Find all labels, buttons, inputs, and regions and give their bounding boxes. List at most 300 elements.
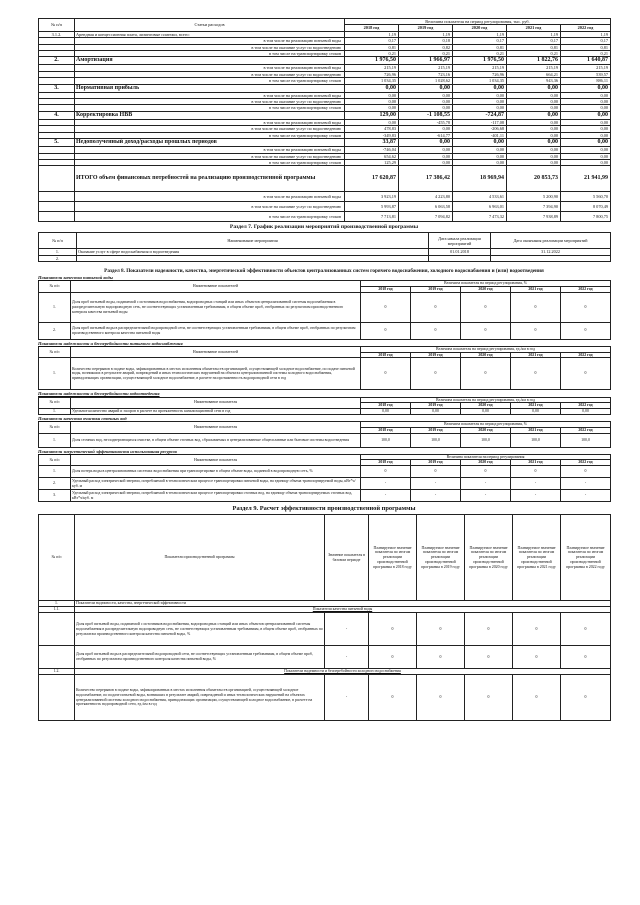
s9-base-header: Значение показателя в базовом периоде [325, 515, 369, 601]
year-header: 2021 год [511, 352, 561, 358]
total-value: 18 969,94 [453, 166, 507, 192]
year-header: 2022 год [561, 352, 611, 358]
total-sub-value: 7 473,32 [453, 212, 507, 222]
row-name: Удельное количество аварий и засоров в расчете на протяженность канализационной сети в год [71, 408, 361, 414]
row-value: 0,00 [453, 84, 507, 92]
total-sub-value: 3 923,19 [345, 192, 399, 202]
row-value: 0,81 [507, 44, 561, 50]
row-value: -614,77 [399, 132, 453, 138]
row-value: 0,00 [345, 92, 399, 98]
year-header: 2020 год [461, 403, 511, 409]
row-value: - [361, 490, 411, 502]
row-name: в том числе на транспортировку стоков [75, 132, 345, 138]
year-header: 2019 год [411, 352, 461, 358]
row-value: 0 [561, 292, 611, 322]
row-base: - [325, 675, 369, 721]
row-value: 0,00 [507, 92, 561, 98]
row-value: 33,87 [345, 139, 399, 147]
total-sub-value: 6 063,58 [399, 202, 453, 212]
row-value: 0,00 [561, 84, 611, 92]
total-sub-name: в том числе на оказание услуг по водоотведению [75, 202, 345, 212]
total-sub-name: в том числе на реализацию питьевой воды [75, 192, 345, 202]
row-value: 215,19 [561, 65, 611, 71]
row-name: в том числе на реализацию питьевой воды [75, 92, 345, 98]
indicator-row [39, 358, 611, 390]
row-name: Недополученный доход/расходы прошлых периодов [75, 139, 345, 147]
row-value: 0,00 [561, 139, 611, 147]
year-header: 2021 год [511, 403, 561, 409]
row-value: 0,00 [507, 111, 561, 119]
row-end: 31.12.2022 [491, 249, 611, 255]
total-sub-name: в том числе на транспортировку стоков [75, 212, 345, 222]
row-num: 2. [39, 322, 71, 339]
row-value: 0 [461, 292, 511, 322]
row-num [39, 192, 75, 202]
total-value: 21 941,99 [561, 166, 611, 192]
indicator-row [39, 490, 611, 502]
row-num: 1. [39, 601, 75, 607]
row-num [39, 212, 75, 222]
total-name: ИТОГО объем финансовых потребностей на реализацию производственной программы [75, 166, 345, 192]
row-value: 0,00 [507, 105, 561, 111]
total-value: 20 853,73 [507, 166, 561, 192]
row-value: 100,0 [511, 433, 561, 447]
s9-year-header: Планируемое значение показателя по итогам реализации производственной программы в 2020 году [465, 515, 513, 601]
row-value: 100,0 [361, 433, 411, 447]
efficiency-row [39, 613, 611, 646]
num-header: № п/п [39, 346, 71, 357]
indicator-row [39, 466, 611, 478]
row-value: 0 [461, 322, 511, 339]
row-num [39, 613, 75, 646]
row-name: в том числе на реализацию питьевой воды [75, 147, 345, 153]
row-name: Корректировка НВВ [75, 111, 345, 119]
row-name: в том числе на транспортировку стоков [75, 51, 345, 57]
row-value: 0 [511, 358, 561, 390]
row-value: 0 [461, 466, 511, 478]
row-value: 125,29 [345, 159, 399, 165]
row-value: 0 [561, 675, 611, 721]
indicator-block-heading: Показатели надежности и бесперебойности питьевого водоснабжения [38, 340, 183, 346]
schedule-table [38, 232, 611, 261]
row-value: 0,00 [507, 147, 561, 153]
group-header: Величина показателя на период регулирования, % [361, 281, 611, 287]
row-value: -349,83 [345, 132, 399, 138]
indicator-table [38, 280, 611, 339]
s7-num-header: № п/п [39, 233, 77, 249]
row-value: 0,00 [561, 147, 611, 153]
row-value: 0,00 [453, 105, 507, 111]
row-value: 0,00 [345, 119, 399, 125]
table-row [39, 57, 611, 65]
row-value: 0,00 [345, 84, 399, 92]
row-value: 0 [465, 646, 513, 669]
row-value: - [411, 478, 461, 490]
row-value: 0 [561, 358, 611, 390]
row-value: 0,00 [507, 139, 561, 147]
row-num: 4. [39, 111, 75, 119]
row-value: 1,19 [561, 31, 611, 37]
col-group-header: Величина показателя на период регулирования, тыс. руб. [345, 19, 611, 25]
year-header: 2018 год [361, 287, 411, 293]
row-value: 0,17 [345, 38, 399, 44]
indicator-row [39, 322, 611, 339]
row-name: Количество перерывов в подаче воды, зафиксированных в местах исполнения обязательств организацией, осуществляющей холодное водоснабжение, по подаче питьевой воды, возникших в результате аварий, повреждений и иных технологических нарушений на объектах централизованной системы холодного водоснабжения, принадлежащих организации, осуществляющей холодное водоснабжение, в расчете на протяженность водопроводной сети в год [71, 358, 361, 390]
row-value: 0 [369, 613, 417, 646]
row-value: 0,00 [411, 408, 461, 414]
total-sub-value: 5 993,87 [345, 202, 399, 212]
row-value: 0 [417, 613, 465, 646]
row-value: 0 [511, 466, 561, 478]
indicator-table [38, 346, 611, 390]
total-sub-row [39, 202, 611, 212]
row-value: 0 [513, 646, 561, 669]
group-header: Величина показателя на период регулирования, ед./км в год [361, 397, 611, 403]
row-value: 0 [369, 646, 417, 669]
indicator-block-heading: Показатели энергетической эффективности использования ресурсов [38, 448, 177, 454]
num-header: № п/п [39, 422, 71, 433]
row-value: - [511, 490, 561, 502]
row-num [39, 166, 75, 192]
s9-year-header: Планируемое значение показателя по итогам реализации производственной программы в 2021 году [513, 515, 561, 601]
row-value: 0 [361, 358, 411, 390]
row-value: 0 [561, 613, 611, 646]
row-name: в том числе на транспортировку стоков [75, 159, 345, 165]
row-name: Доля проб питьевой воды, подаваемой с источников водоснабжения, водопроводных станций или иных объектов централизованной системы водоснабжения в распределительную водопроводную сеть, не соответствующих установленным требованиям, в общем объеме проб, отобранных по результатам производственного контроля качества питьевой воды, % [75, 613, 325, 646]
row-value: 0,00 [453, 139, 507, 147]
year-header: 2018 год [361, 352, 411, 358]
expenses-table [38, 18, 611, 222]
row-value: 100,0 [561, 433, 611, 447]
group-header: Величина показателя на период регулирования, ед./км в год [361, 346, 611, 352]
total-sub-value: 7 394,90 [507, 202, 561, 212]
row-value: 886,11 [561, 78, 611, 84]
row-value: 654,62 [345, 153, 399, 159]
row-name: Количество перерывов в подаче воды, зафиксированных в местах исполнения обязательств организацией, осуществляющей холодное водоснабжение, по подаче питьевой воды, возникших в результате аварий, повреждений и иных технологических нарушений на объектах централизованной системы холодного водоснабжения, принадлежащих организации, осуществляющей холодное водоснабжение, в расчете на протяженность водопроводной сети, ед./км в год [75, 675, 325, 721]
total-sub-value: 4 533,61 [453, 192, 507, 202]
row-value: 1,19 [345, 31, 399, 37]
total-sub-value: 5 560,70 [561, 192, 611, 202]
year-header: 2020 год [461, 352, 511, 358]
row-value: -455,78 [399, 119, 453, 125]
row-value: 0,00 [345, 99, 399, 105]
efficiency-row [39, 646, 611, 669]
efficiency-row [39, 675, 611, 721]
row-base: - [325, 646, 369, 669]
row-value: - [561, 478, 611, 490]
row-num: 1. [39, 433, 71, 447]
row-num: 1. [39, 466, 71, 478]
row-value: 0,00 [453, 153, 507, 159]
row-value: 0,00 [561, 408, 611, 414]
row-value: 0,81 [561, 44, 611, 50]
num-header: № п/п [39, 397, 71, 408]
s9-year-header: Планируемое значение показателя по итогам реализации производственной программы в 2022 году [561, 515, 611, 601]
efficiency-table [38, 514, 611, 721]
total-sub-row [39, 212, 611, 222]
row-value: 0,00 [561, 92, 611, 98]
row-value: 0,00 [561, 105, 611, 111]
year-header: 2019 год [411, 427, 461, 433]
row-value: 539,57 [561, 71, 611, 77]
year-header: 2020 год [461, 460, 511, 466]
year-header: 2018 год [361, 427, 411, 433]
year-header: 2022 год [561, 427, 611, 433]
year-header: 2022 год [561, 460, 611, 466]
row-num: 1.1. [39, 607, 75, 613]
row-base: - [325, 613, 369, 646]
name-header: Наименование показателей [71, 346, 361, 357]
row-name: Доля проб питьевой воды, подаваемой с источников водоснабжения, водопроводных станций или иных объектов централизованной системы водоснабжения в распределительную водопроводную сеть, не соответствующих установленным требованиям, в общем объеме проб, отобранных по результатам производственного контроля качества питьевой воды [71, 292, 361, 322]
group-header: Величина показателя на период регулирования, % [361, 422, 611, 428]
row-value: - [411, 490, 461, 502]
name-header: Наименование показателей [71, 281, 361, 292]
row-value: 0,81 [453, 44, 507, 50]
year-header: 2022 год [561, 25, 611, 31]
row-value: 0,00 [561, 99, 611, 105]
row-value: 0,00 [507, 159, 561, 165]
row-value: 0,00 [399, 105, 453, 111]
row-value: 0 [361, 466, 411, 478]
row-value: 0 [361, 292, 411, 322]
total-sub-value: 7 938,89 [507, 212, 561, 222]
year-header: 2021 год [511, 460, 561, 466]
indicator-table [38, 454, 611, 502]
row-value: 0,00 [453, 92, 507, 98]
row-value: 0,00 [399, 99, 453, 105]
year-header: 2022 год [561, 287, 611, 293]
row-value: 0 [561, 466, 611, 478]
row-value: 726,96 [345, 71, 399, 77]
row-value: 0 [513, 613, 561, 646]
row-value: 0,00 [399, 153, 453, 159]
row-num: 3. [39, 490, 71, 502]
row-name: Удельный расход электрической энергии, потребляемой в технологическом процессе транспортировки питьевой воды, на единицу объема транспортируемой воды, кВт*ч/куб. м [71, 478, 361, 490]
row-value: 215,19 [345, 65, 399, 71]
row-value: 0,21 [399, 51, 453, 57]
row-num [39, 646, 75, 669]
year-header: 2019 год [411, 403, 461, 409]
total-value: 17 386,42 [399, 166, 453, 192]
row-value: 726,96 [453, 71, 507, 77]
row-value: 0 [561, 322, 611, 339]
row-name: в том числе на реализацию питьевой воды [75, 65, 345, 71]
row-value: 0 [465, 613, 513, 646]
row-name: Удельный расход электрической энергии, потребляемой в технологическом процессе транспортировки сточных вод, на единицу объема транспортируемых сточных вод, кВт*ч/куб. м [71, 490, 361, 502]
row-value: 1 034,35 [345, 78, 399, 84]
row-value: 0,00 [507, 99, 561, 105]
table-row [39, 84, 611, 92]
schedule-row [39, 255, 611, 261]
num-header: № п/п [39, 281, 71, 292]
indicator-table [38, 397, 611, 415]
s7-end-header: Дата окончания реализации мероприятий [491, 233, 611, 249]
row-name: Доля проб питьевой воды в распределительной водопроводной сети, не соответствующих установленным требованиям, в общем объеме проб, отобранных по результатам производственного контроля качества питьевой воды, % [75, 646, 325, 669]
row-value: -206,68 [453, 126, 507, 132]
row-name: в том числе на оказание услуг по водоотведению [75, 44, 345, 50]
row-value: 1,19 [399, 31, 453, 37]
year-header: 2018 год [361, 460, 411, 466]
row-value: 0,00 [507, 84, 561, 92]
row-name: Показатели надежности, качества, энергетической эффективности [75, 601, 611, 607]
row-num: 2. [39, 478, 71, 490]
row-value: 0,00 [507, 132, 561, 138]
row-num: 3. [39, 84, 75, 92]
row-value: 0,82 [399, 44, 453, 50]
row-value: 129,00 [345, 111, 399, 119]
row-value: 0,17 [561, 38, 611, 44]
row-value: - [461, 478, 511, 490]
row-num: 1. [39, 292, 71, 322]
row-value: 0,21 [507, 51, 561, 57]
year-header: 2019 год [411, 460, 461, 466]
row-name: в том числе на оказание услуг по водоотведению [75, 153, 345, 159]
row-value: 0,00 [399, 84, 453, 92]
total-sub-value: 8 070,49 [561, 202, 611, 212]
row-name: Показатели качества питьевой воды [75, 607, 611, 613]
row-value: 0 [411, 292, 461, 322]
name-header: Наименование показателя [71, 422, 361, 433]
total-sub-value: 7 094,82 [399, 212, 453, 222]
indicator-row [39, 478, 611, 490]
row-name: в том числе на оказание услуг по водоотведению [75, 71, 345, 77]
s7-start-header: Дата начала реализации мероприятий [429, 233, 491, 249]
row-value: 0,00 [453, 99, 507, 105]
row-value: 0,00 [507, 119, 561, 125]
col-num-header: № п/п [39, 19, 75, 32]
indicator-block-heading: Показатели надежности и бесперебойности водоотведения [38, 391, 160, 397]
row-name [77, 255, 429, 261]
row-value: 0,21 [561, 51, 611, 57]
row-value: 1 640,87 [561, 57, 611, 65]
section8-title: Раздел 8. Показатели надежности, качества, энергетической эффективности объектов централизованных систем горячего водоснабжения, холодного водоснабжения и (или) водоотведения [104, 267, 544, 274]
row-num: 2. [39, 255, 77, 261]
total-sub-row [39, 192, 611, 202]
row-value: 0,00 [511, 408, 561, 414]
row-value: - [561, 490, 611, 502]
row-name: Нормативная прибыль [75, 84, 345, 92]
row-name: в том числе на транспортировку стоков [75, 105, 345, 111]
row-value: -724,87 [453, 111, 507, 119]
row-value: 0,00 [561, 159, 611, 165]
section9-title: Раздел 9. Расчет эффективности производственной программы [232, 505, 416, 513]
row-value: 0 [511, 292, 561, 322]
row-num: 1. [39, 249, 77, 255]
row-value: 0,00 [345, 105, 399, 111]
row-value: 0,00 [399, 159, 453, 165]
row-value: 0 [417, 675, 465, 721]
row-value: -117,08 [453, 119, 507, 125]
document-page [38, 18, 610, 721]
row-value: 0,00 [399, 92, 453, 98]
row-value: 0,00 [561, 111, 611, 119]
row-num: 3.1.2. [39, 31, 75, 37]
row-value: 478,83 [345, 126, 399, 132]
row-value: 215,19 [399, 65, 453, 71]
row-value: - [461, 490, 511, 502]
s7-name-header: Наименование мероприятия [77, 233, 429, 249]
row-name: Оказание услуг в сфере водоснабжения и водоотведения [77, 249, 429, 255]
row-value: 0,00 [461, 408, 511, 414]
row-num: 1.2. [39, 669, 75, 675]
num-header: № п/п [39, 454, 71, 465]
row-name: в том числе на оказание услуг по водоотведению [75, 126, 345, 132]
row-name: Доля сточных вод, не подвергающихся очистке, в общем объеме сточных вод, сбрасываемых в централизованные общесплавные или бытовые системы водоотведения [71, 433, 361, 447]
table-row [39, 111, 611, 119]
row-value: - [361, 478, 411, 490]
row-value: 0,00 [507, 153, 561, 159]
row-value: 1 976,50 [345, 57, 399, 65]
row-value: 1,19 [507, 31, 561, 37]
row-value: 0,00 [561, 132, 611, 138]
row-value: 100,0 [461, 433, 511, 447]
row-value: 0,00 [561, 126, 611, 132]
row-value: 1,19 [453, 31, 507, 37]
row-value: 0,00 [453, 159, 507, 165]
year-header: 2020 год [453, 25, 507, 31]
row-num: 5. [39, 139, 75, 147]
row-value: 0 [465, 675, 513, 721]
table-row [39, 139, 611, 147]
row-name: в том числе на реализацию питьевой воды [75, 119, 345, 125]
year-header: 2020 год [461, 427, 511, 433]
row-value: 1 028,62 [399, 78, 453, 84]
row-num [39, 675, 75, 721]
row-value: 0,00 [507, 126, 561, 132]
year-header: 2019 год [411, 287, 461, 293]
row-name: Амортизация [75, 57, 345, 65]
row-value: 0 [561, 646, 611, 669]
row-name: Арендная и концессионная плата, лизинговые платежи, всего: [75, 31, 345, 37]
total-row [39, 166, 611, 192]
row-value: 0 [361, 322, 411, 339]
row-num: 2. [39, 57, 75, 65]
row-name: Доля потерь воды в централизованных системах водоснабжения при транспортировке в общем объеме воды, поданной в водопроводную сеть, % [71, 466, 361, 478]
indicator-row [39, 433, 611, 447]
total-sub-value: 7 713,81 [345, 212, 399, 222]
row-start: 01.01.2018 [429, 249, 491, 255]
row-value: 215,19 [507, 65, 561, 71]
indicator-row [39, 408, 611, 414]
row-value: 723,16 [399, 71, 453, 77]
row-value: -401,11 [453, 132, 507, 138]
row-value: 0,18 [399, 38, 453, 44]
row-value: 0 [511, 322, 561, 339]
row-end [491, 255, 611, 261]
row-name: Показатели надежности и бесперебойности холодного водоснабжения [75, 669, 611, 675]
row-value: 1 034,35 [453, 78, 507, 84]
row-num: 1. [39, 408, 71, 414]
name-header: Наименование показателя [71, 454, 361, 465]
row-value: 0,17 [453, 38, 507, 44]
s9-num-header: № п/п [39, 515, 75, 601]
indicator-table [38, 421, 611, 447]
row-value: 0 [369, 675, 417, 721]
row-value: 0 [411, 466, 461, 478]
total-value: 17 620,87 [345, 166, 399, 192]
row-value: 100,0 [411, 433, 461, 447]
total-sub-value: 6 963,01 [453, 202, 507, 212]
row-value: 0 [461, 358, 511, 390]
year-header: 2019 год [399, 25, 453, 31]
row-value: 0,00 [561, 153, 611, 159]
row-value: -1 108,55 [399, 111, 453, 119]
row-num [39, 202, 75, 212]
s9-name-header: Показатели производственной программы [75, 515, 325, 601]
row-value: 0,00 [361, 408, 411, 414]
row-value: 0,21 [345, 51, 399, 57]
year-header: 2022 год [561, 403, 611, 409]
